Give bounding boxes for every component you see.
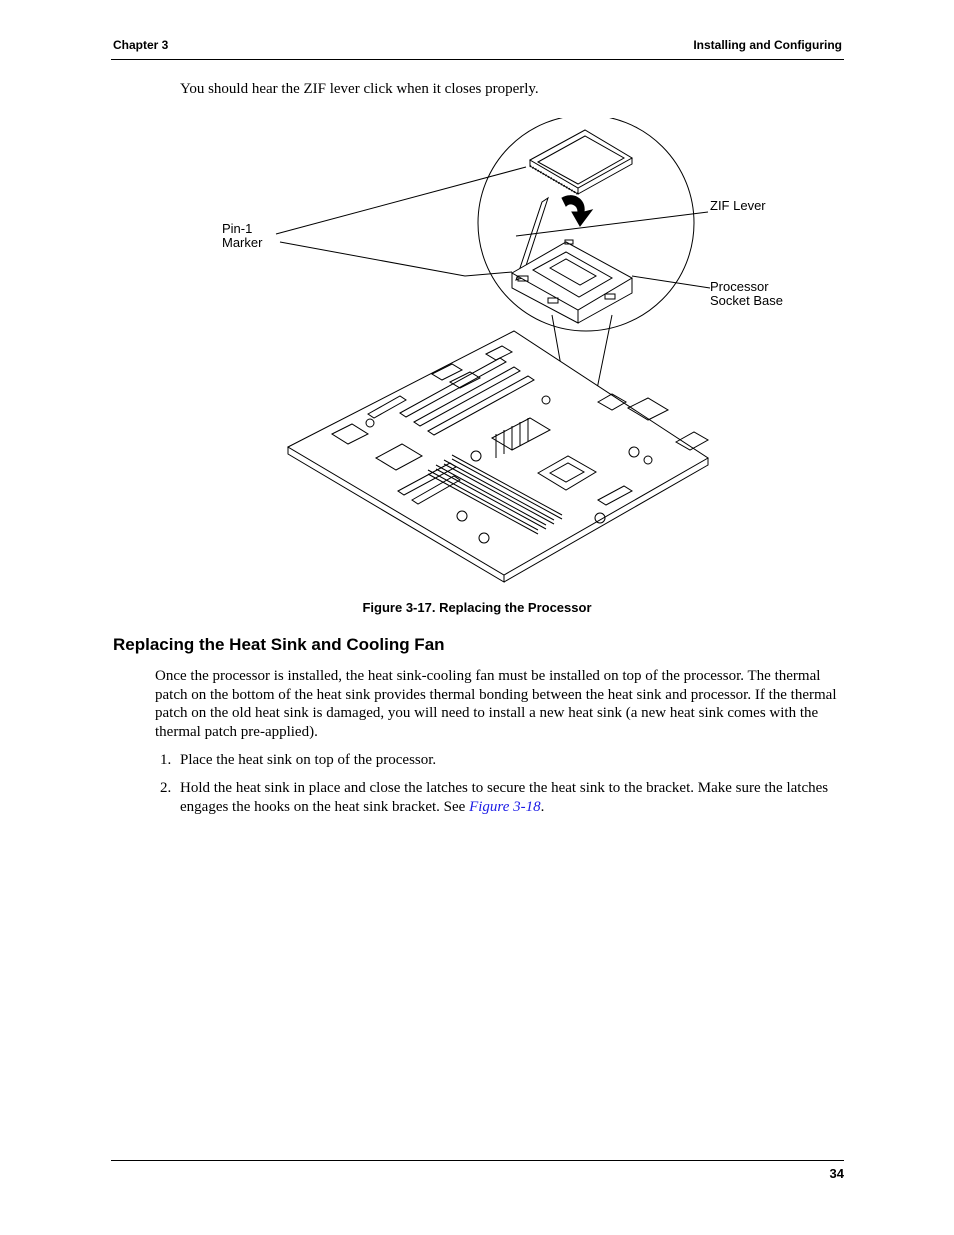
figure-3-18-link[interactable]: Figure 3-18 [469,798,541,815]
step-text: Place the heat sink on top of the processor. [180,752,437,768]
motherboard-illustration [200,118,820,588]
step-text-after: . [540,798,545,815]
step-1 [160,751,845,770]
step-2 [160,779,845,816]
processor-figure [200,118,820,588]
socket-label-line1: Processor [710,279,769,294]
socket-label-line2: Socket Base [710,293,783,308]
motherboard [288,331,708,582]
step-number: 2. [160,780,172,796]
pin1-label-line2: Marker [222,235,263,250]
body-paragraph: Once the processor is installed, the heat sink-cooling fan must be installed on top of the processor. The thermal patch on the bottom of the heat sink provides thermal bonding between the heat sink and processor. If the thermal patch on the old heat sink is damaged, you will need to install a new heat sink (a new heat sink comes with the thermal patch pre-applied). [155,668,837,740]
figure-caption: Figure 3-17. Replacing the Processor [362,600,592,615]
header-section: Installing and Configuring [693,38,842,52]
header-chapter: Chapter 3 [113,38,169,52]
page-number: 34 [829,1166,844,1181]
intro-text: You should hear the ZIF lever click when it closes properly. [180,81,539,97]
footer-rule [111,1160,844,1161]
zif-lever-label: ZIF Lever [710,198,766,213]
step-text-before: Hold the heat sink in place and close the latches to secure the heat sink to the bracket. Make sure the latches engages the hooks on the heat sink bracket. See [180,780,829,815]
step-number: 1. [160,752,172,768]
socket-base-label [710,280,783,308]
pin1-label-line1: Pin-1 [222,221,253,236]
header-rule [111,59,844,60]
pin1-marker-label [222,222,262,250]
step-text [180,779,845,816]
section-heading: Replacing the Heat Sink and Cooling Fan [113,635,445,654]
